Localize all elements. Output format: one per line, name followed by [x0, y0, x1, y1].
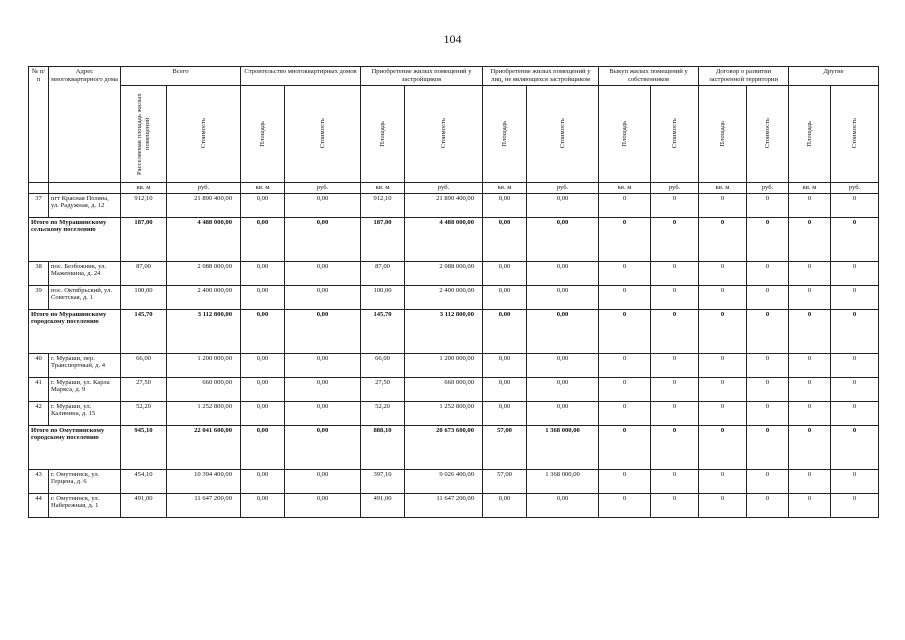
value-cell: 27,50 — [361, 377, 405, 401]
value-cell: 0 — [699, 353, 747, 377]
value-cell: 0 — [651, 285, 699, 309]
value-cell: 0 — [747, 193, 789, 217]
value-cell: 0,00 — [527, 285, 599, 309]
value-cell: 0,00 — [241, 425, 285, 469]
value-cell: 0 — [651, 261, 699, 285]
value-cell: 0 — [651, 469, 699, 493]
value-cell: 0 — [651, 425, 699, 469]
subtotal-row — [29, 309, 879, 353]
value-cell: 660 000,00 — [405, 377, 483, 401]
value-cell: 21 890 400,00 — [405, 193, 483, 217]
unit-cell: руб. — [405, 182, 483, 193]
value-cell: 4 488 000,00 — [167, 217, 241, 261]
value-cell: 1 200 000,00 — [167, 353, 241, 377]
value-cell: 66,00 — [361, 353, 405, 377]
value-cell: 0 — [831, 193, 879, 217]
header-group-construction: Строительство многоквартирных домов — [241, 67, 361, 86]
row-number: 44 — [29, 493, 49, 517]
value-cell: 0,00 — [527, 261, 599, 285]
value-cell: 1 252 800,00 — [167, 401, 241, 425]
row-address: пос. Безбожник, ул. Маженкина, д. 24 — [49, 261, 121, 285]
unit-cell: кв. м — [699, 182, 747, 193]
value-cell: 397,10 — [361, 469, 405, 493]
value-cell: 0 — [599, 285, 651, 309]
value-cell: 0,00 — [483, 493, 527, 517]
value-cell: 0 — [747, 493, 789, 517]
value-cell: 0 — [651, 377, 699, 401]
value-cell: 3 112 800,00 — [405, 309, 483, 353]
header-sub-row — [29, 85, 879, 182]
table-body — [29, 193, 879, 517]
value-cell: 0 — [699, 285, 747, 309]
unit-cell: руб. — [527, 182, 599, 193]
unit-blank — [29, 182, 49, 193]
value-cell: 0 — [789, 285, 831, 309]
unit-cell: кв. м — [789, 182, 831, 193]
value-cell: 0,00 — [285, 469, 361, 493]
value-cell: 100,00 — [121, 285, 167, 309]
value-cell: 0 — [789, 261, 831, 285]
value-cell: 11 647 200,00 — [167, 493, 241, 517]
value-cell: 0,00 — [285, 217, 361, 261]
value-cell: 0,00 — [483, 377, 527, 401]
value-cell: 0 — [599, 425, 651, 469]
header-cost: Стоимость — [285, 85, 361, 182]
value-cell: 1 200 000,00 — [405, 353, 483, 377]
value-cell: 2 400 000,00 — [405, 285, 483, 309]
header-group-total: Всего — [121, 67, 241, 86]
value-cell: 87,00 — [121, 261, 167, 285]
unit-cell: руб. — [651, 182, 699, 193]
value-cell: 0 — [831, 353, 879, 377]
table-row — [29, 285, 879, 309]
value-cell: 0 — [789, 309, 831, 353]
value-cell: 21 890 400,00 — [167, 193, 241, 217]
unit-cell: кв. м — [121, 182, 167, 193]
header-area: Площадь — [483, 85, 527, 182]
value-cell: 660 000,00 — [167, 377, 241, 401]
unit-cell: кв. м — [361, 182, 405, 193]
value-cell: 0 — [699, 401, 747, 425]
value-cell: 0 — [789, 353, 831, 377]
value-cell: 0 — [599, 309, 651, 353]
table-row — [29, 469, 879, 493]
value-cell: 912,10 — [361, 193, 405, 217]
value-cell: 0 — [831, 261, 879, 285]
value-cell: 0 — [599, 469, 651, 493]
value-cell: 0,00 — [483, 401, 527, 425]
header-cost: Стоимость — [527, 85, 599, 182]
value-cell: 0,00 — [285, 193, 361, 217]
header-cost: Стоимость — [831, 85, 879, 182]
value-cell: 0 — [831, 469, 879, 493]
value-cell: 0,00 — [285, 353, 361, 377]
value-cell: 0 — [789, 377, 831, 401]
table-row — [29, 493, 879, 517]
value-cell: 0,00 — [527, 193, 599, 217]
value-cell: 0 — [699, 493, 747, 517]
value-cell: 0 — [699, 217, 747, 261]
value-cell: 57,00 — [483, 469, 527, 493]
row-number: 41 — [29, 377, 49, 401]
value-cell: 145,70 — [121, 309, 167, 353]
value-cell: 0,00 — [241, 193, 285, 217]
table-row — [29, 193, 879, 217]
value-cell: 0,00 — [527, 309, 599, 353]
subtotal-label: Итого по Мурашинскому сельскому поселению — [29, 217, 121, 261]
value-cell: 0,00 — [241, 377, 285, 401]
value-cell: 1 368 000,00 — [527, 469, 599, 493]
value-cell: 491,00 — [121, 493, 167, 517]
value-cell: 4 488 000,00 — [405, 217, 483, 261]
unit-cell: руб. — [285, 182, 361, 193]
value-cell: 187,00 — [121, 217, 167, 261]
value-cell: 0 — [699, 469, 747, 493]
value-cell: 57,00 — [483, 425, 527, 469]
header-group-buyout: Выкуп жилых помещений у собственников — [599, 67, 699, 86]
value-cell: 2 400 000,00 — [167, 285, 241, 309]
value-cell: 11 647 200,00 — [405, 493, 483, 517]
unit-cell: руб. — [747, 182, 789, 193]
row-number: 37 — [29, 193, 49, 217]
value-cell: 0,00 — [527, 353, 599, 377]
table-row — [29, 377, 879, 401]
row-address: пгт Красная Поляна, ул. Радужная, д. 12 — [49, 193, 121, 217]
value-cell: 0 — [831, 425, 879, 469]
value-cell: 87,00 — [361, 261, 405, 285]
header-area: Площадь — [699, 85, 747, 182]
row-address: г. Мураши, ул. Калинина, д. 15 — [49, 401, 121, 425]
value-cell: 0 — [789, 493, 831, 517]
header-cost: Стоимость — [167, 85, 241, 182]
value-cell: 0,00 — [285, 261, 361, 285]
value-cell: 0 — [831, 217, 879, 261]
value-cell: 0 — [747, 217, 789, 261]
value-cell: 0 — [599, 193, 651, 217]
row-number: 38 — [29, 261, 49, 285]
value-cell: 0 — [599, 401, 651, 425]
value-cell: 0 — [747, 261, 789, 285]
value-cell: 0,00 — [241, 469, 285, 493]
table-row — [29, 401, 879, 425]
unit-cell: руб. — [167, 182, 241, 193]
value-cell: 0 — [699, 261, 747, 285]
header-cost: Стоимость — [405, 85, 483, 182]
value-cell: 0,00 — [241, 261, 285, 285]
value-cell: 0 — [651, 493, 699, 517]
header-group-other: Другие — [789, 67, 879, 86]
value-cell: 0,00 — [483, 193, 527, 217]
value-cell: 100,00 — [361, 285, 405, 309]
value-cell: 0,00 — [483, 309, 527, 353]
unit-cell: кв. м — [483, 182, 527, 193]
value-cell: 0 — [699, 425, 747, 469]
value-cell: 0 — [651, 217, 699, 261]
value-cell: 2 088 000,00 — [405, 261, 483, 285]
header-resettled-area: Расселяемая площадь жилых помещений — [121, 85, 167, 182]
row-number: 42 — [29, 401, 49, 425]
row-address: г. Омутнинск, ул. Герцена, д. 6 — [49, 469, 121, 493]
units-row — [29, 182, 879, 193]
value-cell: 22 041 600,00 — [167, 425, 241, 469]
value-cell: 912,10 — [121, 193, 167, 217]
value-cell: 0 — [747, 285, 789, 309]
value-cell: 454,10 — [121, 469, 167, 493]
header-group-development-contract: Договор о развитии застроенной территории — [699, 67, 789, 86]
value-cell: 2 088 000,00 — [167, 261, 241, 285]
value-cell: 491,00 — [361, 493, 405, 517]
value-cell: 0 — [699, 193, 747, 217]
value-cell: 0,00 — [241, 401, 285, 425]
value-cell: 66,00 — [121, 353, 167, 377]
value-cell: 0 — [599, 261, 651, 285]
value-cell: 0,00 — [483, 285, 527, 309]
unit-cell: кв. м — [599, 182, 651, 193]
value-cell: 0 — [831, 377, 879, 401]
value-cell: 0 — [831, 309, 879, 353]
value-cell: 0 — [789, 193, 831, 217]
value-cell: 0 — [789, 217, 831, 261]
value-cell: 1 368 000,00 — [527, 425, 599, 469]
header-area: Площадь — [361, 85, 405, 182]
value-cell: 0,00 — [241, 285, 285, 309]
table-row — [29, 353, 879, 377]
value-cell: 0 — [651, 309, 699, 353]
header-group-developers: Приобретение жилых помещений у застройщиков — [361, 67, 483, 86]
value-cell: 0 — [831, 285, 879, 309]
value-cell: 0 — [651, 401, 699, 425]
unit-cell: руб. — [831, 182, 879, 193]
value-cell: 0 — [831, 493, 879, 517]
value-cell: 945,10 — [121, 425, 167, 469]
header-groups-row — [29, 67, 879, 86]
subtotal-label: Итого по Омутнинскому городскому поселению — [29, 425, 121, 469]
row-number: 40 — [29, 353, 49, 377]
value-cell: 0 — [599, 493, 651, 517]
value-cell: 0,00 — [483, 353, 527, 377]
value-cell: 52,20 — [121, 401, 167, 425]
value-cell: 0 — [699, 377, 747, 401]
value-cell: 27,50 — [121, 377, 167, 401]
subtotal-row — [29, 425, 879, 469]
value-cell: 888,10 — [361, 425, 405, 469]
value-cell: 0,00 — [285, 425, 361, 469]
value-cell: 20 673 600,00 — [405, 425, 483, 469]
row-number: 39 — [29, 285, 49, 309]
value-cell: 0,00 — [285, 309, 361, 353]
value-cell: 0,00 — [241, 217, 285, 261]
value-cell: 0,00 — [241, 353, 285, 377]
value-cell: 0 — [651, 193, 699, 217]
subtotal-label: Итого по Мурашинскому городскому поселению — [29, 309, 121, 353]
value-cell: 0,00 — [285, 493, 361, 517]
value-cell: 0 — [651, 353, 699, 377]
value-cell: 1 252 800,00 — [405, 401, 483, 425]
unit-blank — [49, 182, 121, 193]
row-address: г. Мураши, ул. Карла Маркса, д. 9 — [49, 377, 121, 401]
value-cell: 0,00 — [527, 493, 599, 517]
value-cell: 0 — [599, 353, 651, 377]
value-cell: 0,00 — [285, 401, 361, 425]
row-number: 43 — [29, 469, 49, 493]
value-cell: 0 — [747, 469, 789, 493]
header-area: Площадь — [789, 85, 831, 182]
value-cell: 9 026 400,00 — [405, 469, 483, 493]
table-row — [29, 261, 879, 285]
header-area: Площадь — [241, 85, 285, 182]
value-cell: 0 — [747, 425, 789, 469]
header-cost: Стоимость — [747, 85, 789, 182]
row-address: пос. Октябрьский, ул. Советская, д. 1 — [49, 285, 121, 309]
value-cell: 187,00 — [361, 217, 405, 261]
value-cell: 0 — [599, 377, 651, 401]
unit-cell: кв. м — [241, 182, 285, 193]
page-number: 104 — [443, 32, 462, 46]
header-no: № п/п — [29, 67, 49, 183]
value-cell: 0,00 — [483, 261, 527, 285]
subtotal-row — [29, 217, 879, 261]
value-cell: 0,00 — [285, 285, 361, 309]
value-cell: 0,00 — [527, 377, 599, 401]
value-cell: 10 394 400,00 — [167, 469, 241, 493]
value-cell: 0,00 — [241, 493, 285, 517]
value-cell: 0 — [789, 425, 831, 469]
value-cell: 0 — [747, 353, 789, 377]
row-address: г. Мураши, пер. Транспортный, д. 4 — [49, 353, 121, 377]
value-cell: 0,00 — [527, 401, 599, 425]
resettlement-table — [28, 66, 879, 518]
value-cell: 0,00 — [241, 309, 285, 353]
value-cell: 52,20 — [361, 401, 405, 425]
value-cell: 0,00 — [527, 217, 599, 261]
value-cell: 0 — [699, 309, 747, 353]
value-cell: 0 — [747, 401, 789, 425]
value-cell: 0 — [789, 401, 831, 425]
value-cell: 0 — [747, 377, 789, 401]
value-cell: 145,70 — [361, 309, 405, 353]
value-cell: 3 112 800,00 — [167, 309, 241, 353]
header-cost: Стоимость — [651, 85, 699, 182]
value-cell: 0 — [831, 401, 879, 425]
header-address: Адрес многоквартирного дома — [49, 67, 121, 183]
value-cell: 0,00 — [483, 217, 527, 261]
value-cell: 0 — [747, 309, 789, 353]
header-group-non-developers: Приобретение жилых помещений у лиц, не являющихся застройщиком — [483, 67, 599, 86]
value-cell: 0 — [599, 217, 651, 261]
value-cell: 0 — [789, 469, 831, 493]
header-area: Площадь — [599, 85, 651, 182]
value-cell: 0,00 — [285, 377, 361, 401]
row-address: г. Омутнинск, ул. Набережная, д. 1 — [49, 493, 121, 517]
